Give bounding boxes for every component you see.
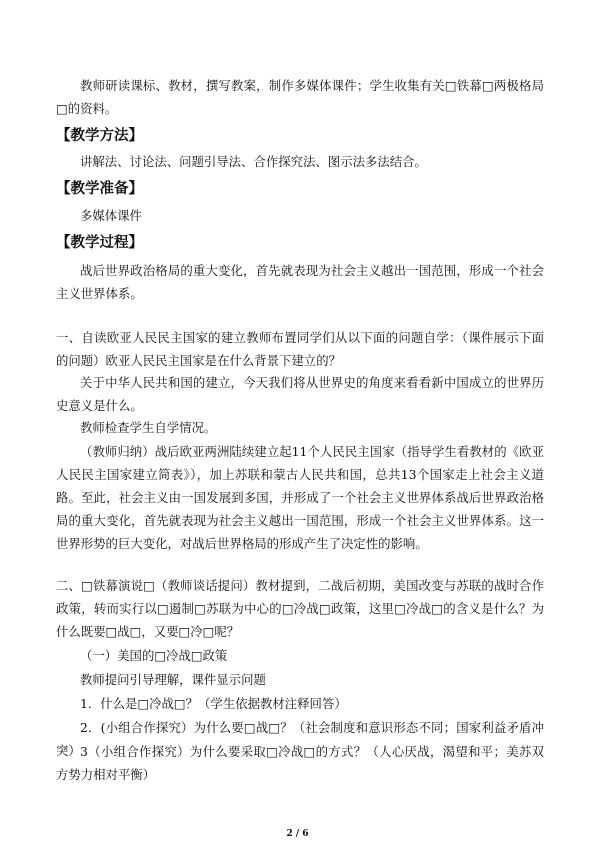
- section1-question: 一、自读欧亚人民民主国家的建立教师布置同学们从以下面的问题自学：（课件展示下面的问题）欧亚人民民主国家是在什么背景下建立的？: [56, 330, 544, 368]
- heading-preparation: 【教学准备】: [56, 181, 143, 197]
- heading-methods: 【教学方法】: [56, 128, 143, 144]
- preparation-paragraph: 多媒体课件: [80, 208, 142, 223]
- section1-paragraph: 关于中华人民共和国的建立，今天我们将从世界史的角度来看看新中国成立的世界历史意义是什么。: [56, 375, 544, 413]
- intro-paragraph: 战后世界政治格局的重大变化，首先就表现为社会主义越出一国范围，形成一个社会主义世界体系。: [56, 263, 544, 301]
- section1-paragraph: 教师检查学生自学情况。: [80, 420, 217, 435]
- list-item: 1．什么是□冷战□？（学生依据教材注释回答）: [80, 696, 347, 711]
- section2-question: 二、□铁幕演说□（教师谈话提问）教材提到，二战后初期，美国改变与苏联的战时合作政策，转而实行以□遏制□苏联为中心的□冷战□政策，这里□冷战□的含义是什么？为什么既要□战□，又要□冷□呢？: [56, 578, 544, 639]
- methods-paragraph: 讲解法、讨论法、问题引导法、合作探究法、图示法多法结合。: [80, 154, 427, 169]
- list-item: 2．(小组合作探究）为什么要□战□？（社会制度和意识形态不同；国家利益矛盾冲突）: [56, 720, 544, 758]
- page-number: 2 / 6: [286, 829, 309, 839]
- section2-paragraph: 教师提问引导理解，课件显示问题: [80, 672, 266, 687]
- section1-summary: （教师归纳）战后欧亚两洲陆续建立起11个人民民主国家（指导学生看教材的《欧亚人民民主国家建立简表》），加上苏联和蒙古人民共和国，总共13个国家走上社会主义道路。至此，社会主义由一国发展到多国，并形成了一个社会主义世界体系战后世界政治格局的重大变化，首先就表现为社会主义越出一国范围，形成一个社会主义世界体系。这一世界形势的巨大变化，对战后世界格局的形成产生了决定性的影响。: [56, 444, 544, 551]
- section2-subheading: （一）美国的□冷战□政策: [80, 648, 228, 663]
- heading-process: 【教学过程】: [56, 235, 143, 251]
- prep-paragraph: 教师研读课标、教材，撰写教案，制作多媒体课件；学生收集有关□铁幕□两极格局□的资料。: [56, 78, 544, 116]
- list-item: 3（小组合作探究）为什么要采取□冷战□的方式？（人心厌战，渴望和平；美苏双方势力相对平衡）: [56, 744, 544, 782]
